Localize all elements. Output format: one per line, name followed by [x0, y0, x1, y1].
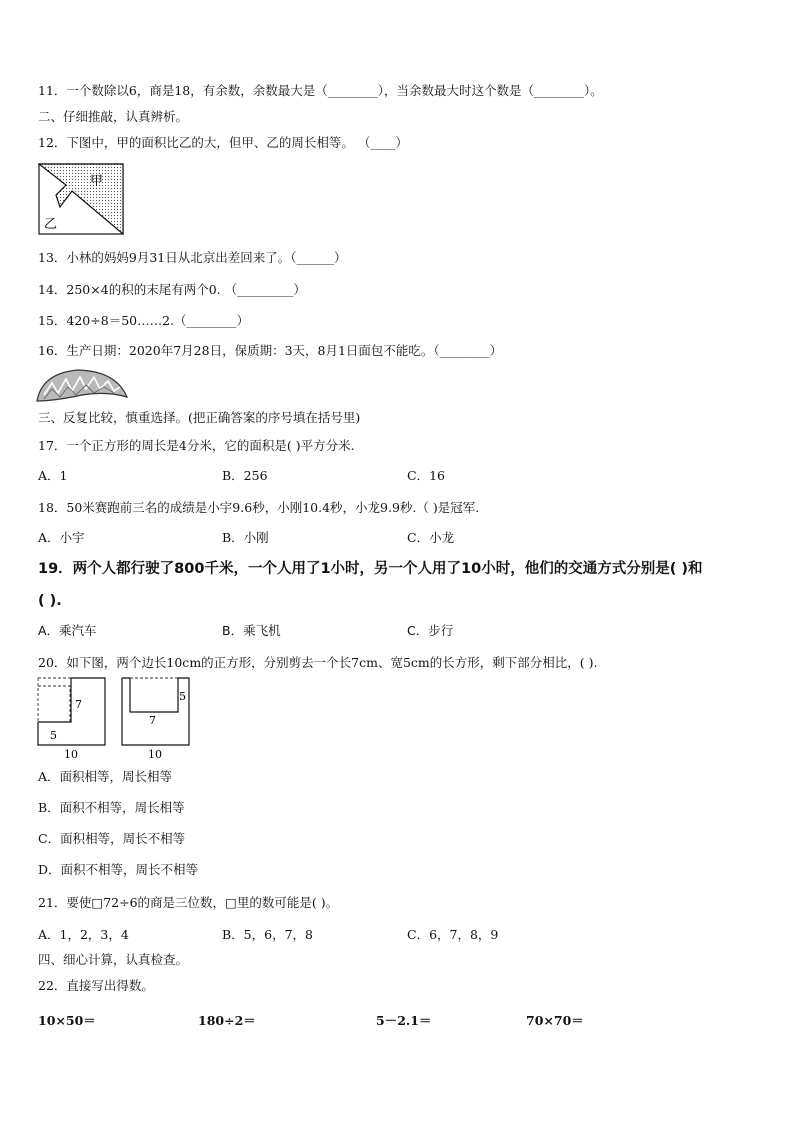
question-17-stem: 17．一个正方形的周长是4分米，它的面积是( )平方分米. — [38, 438, 355, 453]
question-18-stem: 18．50米赛跑前三名的成绩是小宇9.6秒，小刚10.4秒，小龙9.9秒.（ )是冠军. — [38, 500, 480, 515]
q20-option-c: C．面积相等，周长不相等 — [38, 831, 186, 846]
q21-option-a: A．1，2，3，4 — [38, 927, 129, 942]
left-cut-width: 5 — [50, 729, 57, 742]
section-2-heading: 二、仔细推敲，认真辨析。 — [38, 109, 189, 124]
calc-item-4: 70×70＝ — [526, 1013, 584, 1028]
q21-option-b: B．5，6，7，8 — [222, 927, 313, 942]
label-yi: 乙 — [44, 217, 58, 232]
q17-option-b: B．256 — [222, 468, 268, 483]
question-15: 15．420÷8＝50……2.（________） — [38, 313, 250, 328]
section-4-heading: 四、细心计算，认真检查。 — [38, 952, 189, 967]
q20-option-a: A．面积相等，周长相等 — [38, 769, 173, 784]
question-20-stem: 20．如下图，两个边长10cm的正方形，分别剪去一个长7cm、宽5cm的长方形，剩下部分相比，( ). — [38, 655, 598, 670]
question-19-line-2: ( ). — [38, 593, 62, 609]
q21-option-c: C．6，7，8，9 — [407, 927, 499, 942]
question-21-stem: 21．要使□72÷6的商是三位数，□里的数可能是( )。 — [38, 895, 339, 910]
question-11: 11．一个数除以6，商是18，有余数，余数最大是（________），当余数最大时这个数是（________）。 — [38, 83, 603, 98]
right-cut-height: 5 — [179, 690, 186, 703]
question-22-stem: 22．直接写出得数。 — [38, 978, 154, 993]
q18-option-b: B．小刚 — [222, 530, 269, 545]
q20-option-d: D．面积不相等，周长不相等 — [38, 862, 199, 877]
section-3-heading: 三、反复比较，慎重选择。(把正确答案的序号填在括号里) — [38, 410, 361, 425]
left-cut-height: 7 — [75, 698, 82, 711]
q17-option-a: A．1 — [38, 468, 68, 483]
q19-option-a: A．乘汽车 — [38, 623, 97, 638]
figure-12-jia-yi — [38, 163, 124, 235]
right-cut-width: 7 — [149, 714, 156, 727]
q17-option-c: C．16 — [407, 468, 445, 483]
right-side-length: 10 — [148, 748, 162, 761]
question-14: 14．250×4的积的末尾有两个0. （_________） — [38, 282, 306, 297]
q18-option-c: C．小龙 — [407, 530, 455, 545]
q20-option-b: B．面积不相等，周长相等 — [38, 800, 185, 815]
q18-option-a: A．小宇 — [38, 530, 85, 545]
calc-item-1: 10×50＝ — [38, 1013, 96, 1028]
question-12: 12．下图中，甲的面积比乙的大，但甲、乙的周长相等。 （____） — [38, 135, 408, 150]
question-13: 13．小林的妈妈9月31日从北京出差回来了。（______） — [38, 250, 347, 265]
bread-picture — [34, 367, 130, 407]
calc-item-2: 180÷2＝ — [198, 1013, 256, 1028]
q19-option-b: B．乘飞机 — [222, 623, 281, 638]
label-jia: 甲 — [90, 174, 104, 189]
question-16: 16．生产日期：2020年7月28日，保质期：3天，8月1日面包不能吃。（________） — [38, 343, 503, 358]
left-side-length: 10 — [64, 748, 78, 761]
question-19-line-1: 19．两个人都行驶了800千米，一个人用了1小时，另一个人用了10小时，他们的交通方式分别是( )和 — [38, 561, 703, 577]
calc-item-3: 5－2.1＝ — [376, 1013, 432, 1028]
q19-option-c: C．步行 — [407, 623, 454, 638]
figure-20-squares — [34, 676, 204, 762]
